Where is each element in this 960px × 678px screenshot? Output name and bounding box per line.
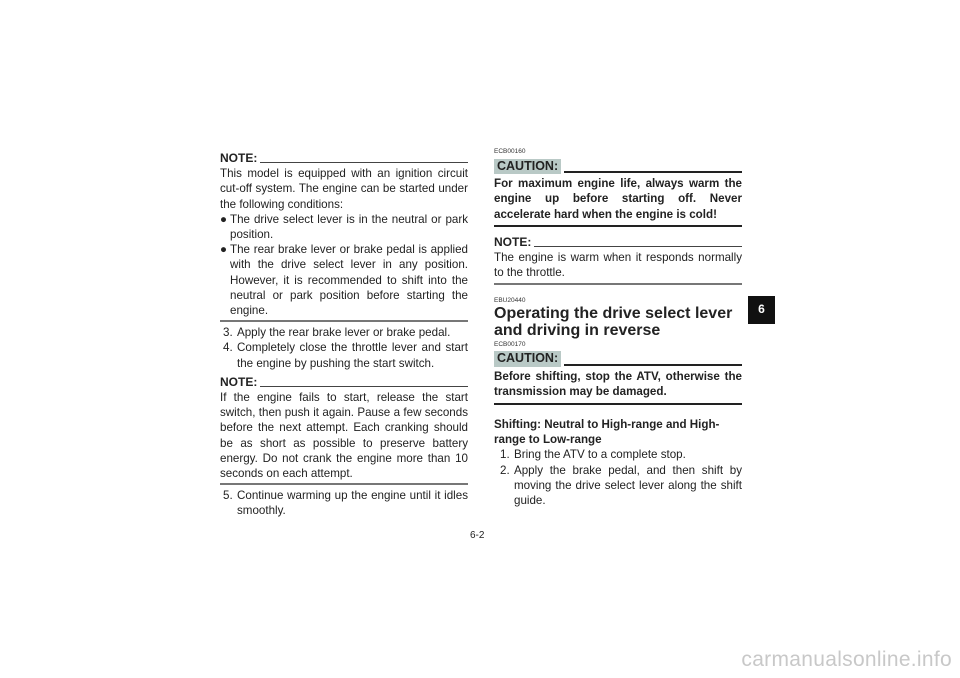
caution-label: CAUTION: [494,159,561,174]
divider [260,386,468,387]
step-text: Completely close the throttle lever and start the engine by pushing the start switch. [237,341,468,370]
caution-text: For maximum engine life, always warm the engine up before starting off. Never accelerate hard when the engine is cold! [494,177,742,221]
reference-code: EBU20440 [494,297,526,305]
steps-3-4 [220,325,468,371]
step-number: 2. [500,463,510,477]
divider [494,225,742,227]
caution-label: CAUTION: [494,351,561,366]
divider [220,483,468,485]
note-label: NOTE: [220,151,258,165]
divider [564,364,742,366]
note-text: This model is equipped with an ignition circuit cut-off system. The engine can be started under the following conditions: [220,167,468,211]
divider [220,320,468,322]
step-number: 1. [500,448,510,462]
watermark: carmanualsonline.info [741,648,952,671]
step-number: 4. [223,341,233,355]
note-box-2 [220,375,468,485]
note-label: NOTE: [494,234,532,249]
left-column [220,151,468,519]
bullet-icon: ● [220,212,228,226]
section [494,297,742,508]
step-5 [220,488,468,518]
bullet-icon: ● [220,243,228,257]
note-text: If the engine fails to start, release the start switch, then push it again. Pause a few seconds before the next attempt. Each cranking should be as short as possible to preserve battery energy. Do not crank the engine more than 10 seconds on each attempt. [220,391,468,481]
divider [564,171,742,173]
divider [260,162,468,163]
right-column [494,148,742,508]
step-text: Bring the ATV to a complete stop. [514,448,686,462]
step-text: Apply the brake pedal, and then shift by moving the drive select lever along the shift guide. [514,463,742,508]
page-number: 6-2 [470,530,485,541]
divider [494,283,742,285]
step-text: Apply the rear brake lever or brake pedal. [237,326,451,340]
bullet-text: The rear brake lever or brake pedal is applied with the drive select lever in any position. However, it is recommended to shift into the neutral or park position before starting the engine. [230,243,468,318]
divider [494,403,742,405]
chapter-tab: 6 [748,296,775,324]
caution-text: Before shifting, stop the ATV, otherwise the transmission may be damaged. [494,369,742,398]
reference-code: ECB00170 [494,341,526,349]
step-number: 5. [223,489,233,503]
subheading: Shifting: Neutral to High-range and High-range to Low-range [494,418,720,447]
bullet-text: The drive select lever is in the neutral or park position. [230,212,468,242]
note-label: NOTE: [220,374,258,389]
note-box-1 [220,151,468,322]
reference-code: ECB00160 [494,148,526,155]
caution-box-1 [494,148,742,227]
note-text: The engine is warm when it responds normally to the throttle. [494,251,742,280]
step-number: 3. [223,326,233,340]
divider [534,246,742,247]
step-text: Continue warming up the engine until it idles smoothly. [237,489,468,518]
note-box-3 [494,235,742,286]
section-heading: Operating the drive select lever and driving in reverse [494,305,733,340]
